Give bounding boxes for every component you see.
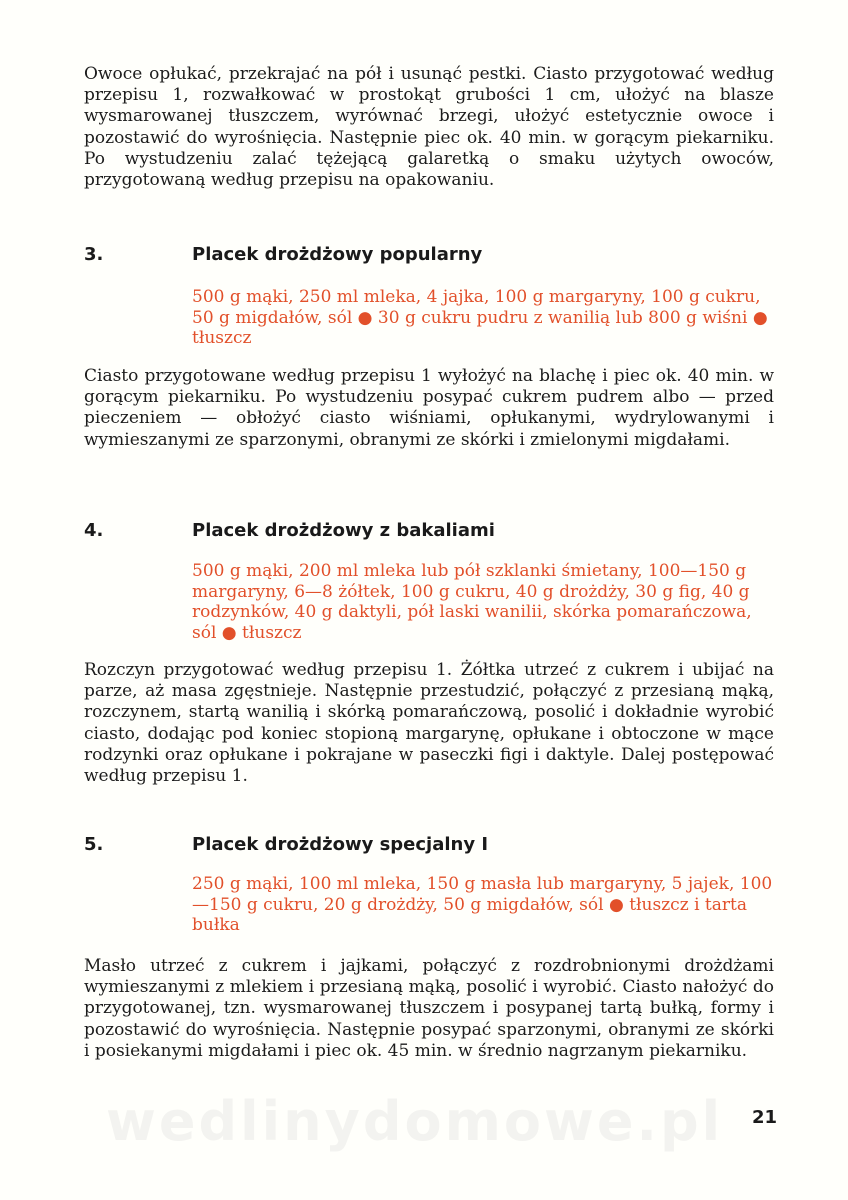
intro-paragraph: Owoce opłukać, przekrajać na pół i usunąć pestki. Ciasto przygotować według przepisu 1, rozwałkować w prostokąt grubości 1 cm, ułożyć na blasze wysmarowanej tłuszczem, wyrównać brzegi, ułożyć estetycznie owoce i pozostawić do wyrośnięcia. Następnie piec ok. 40 min. w gorącym piekarniku. Po wystudzeniu zalać tężejącą galaretką o smaku użytych owoców, przygotowaną według przepisu na opakowaniu. — [84, 64, 774, 191]
recipe-heading-3 — [84, 244, 784, 272]
watermark: wedlinydomowe.pl — [106, 1090, 724, 1153]
page-number: 21 — [752, 1107, 778, 1128]
recipe-number: 4. — [84, 520, 104, 541]
recipe-heading-5 — [84, 834, 784, 862]
recipe-method-3: Ciasto przygotowane według przepisu 1 wyłożyć na blachę i piec ok. 40 min. w gorącym piekarniku. Po wystudzeniu posypać cukrem pudrem albo — przed pieczeniem — obłożyć ciasto wiśniami, opłukanymi, wydrylowanymi i wymieszanymi ze sparzonymi, obranymi ze skórki i zmielonymi migdałami. — [84, 366, 774, 450]
recipe-method-5: Masło utrzeć z cukrem i jajkami, połączyć z rozdrobnionymi drożdżami wymieszanymi z mlekiem i przesianą mąką, posolić i wyrobić. Ciasto nałożyć do przygotowanej, tzn. wysmarowanej tłuszczem i posypanej tartą bułką, formy i pozostawić do wyrośnięcia. Następnie posypać sparzonymi, obranymi ze skórki i posiekanymi migdałami i piec ok. 45 min. w średnio nagrzanym piekarniku. — [84, 956, 774, 1061]
recipe-title: Placek drożdżowy popularny — [192, 244, 483, 265]
recipe-ingredients-4: 500 g mąki, 200 ml mleka lub pół szklanki śmietany, 100—150 g margaryny, 6—8 żółtek, 100 g cukru, 40 g drożdży, 30 g fig, 40 g rodzynków, 40 g daktyli, pół laski wanilii, skórka pomarańczowa, sól ● tłuszcz — [192, 561, 752, 643]
recipe-title: Placek drożdżowy specjalny I — [192, 834, 489, 855]
recipe-ingredients-5: 250 g mąki, 100 ml mleka, 150 g masła lub margaryny, 5 jajek, 100—150 g cukru, 20 g drożdży, 50 g migdałów, sól ● tłuszcz i tarta bułka — [192, 874, 773, 935]
recipe-number: 3. — [84, 244, 104, 265]
recipe-title: Placek drożdżowy z bakaliami — [192, 520, 495, 541]
recipe-number: 5. — [84, 834, 104, 855]
recipe-method-4: Rozczyn przygotować według przepisu 1. Żółtka utrzeć z cukrem i ubijać na parze, aż masa zgęstnieje. Następnie przestudzić, połączyć z przesianą mąką, rozczynem, startą wanilią i skórką pomarańczową, posolić i dokładnie wyrobić ciasto, dodając pod koniec stopioną margarynę, opłukane i obtoczone w mące rodzynki oraz opłukane i pokrajane w paseczki figi i daktyle. Dalej postępować według przepisu 1. — [84, 660, 774, 787]
recipe-heading-4 — [84, 520, 784, 548]
recipe-ingredients-3: 500 g mąki, 250 ml mleka, 4 jajka, 100 g margaryny, 100 g cukru, 50 g migdałów, sól ● 30 g cukru pudru z wanilią lub 800 g wiśni ● tłuszcz — [192, 287, 768, 348]
